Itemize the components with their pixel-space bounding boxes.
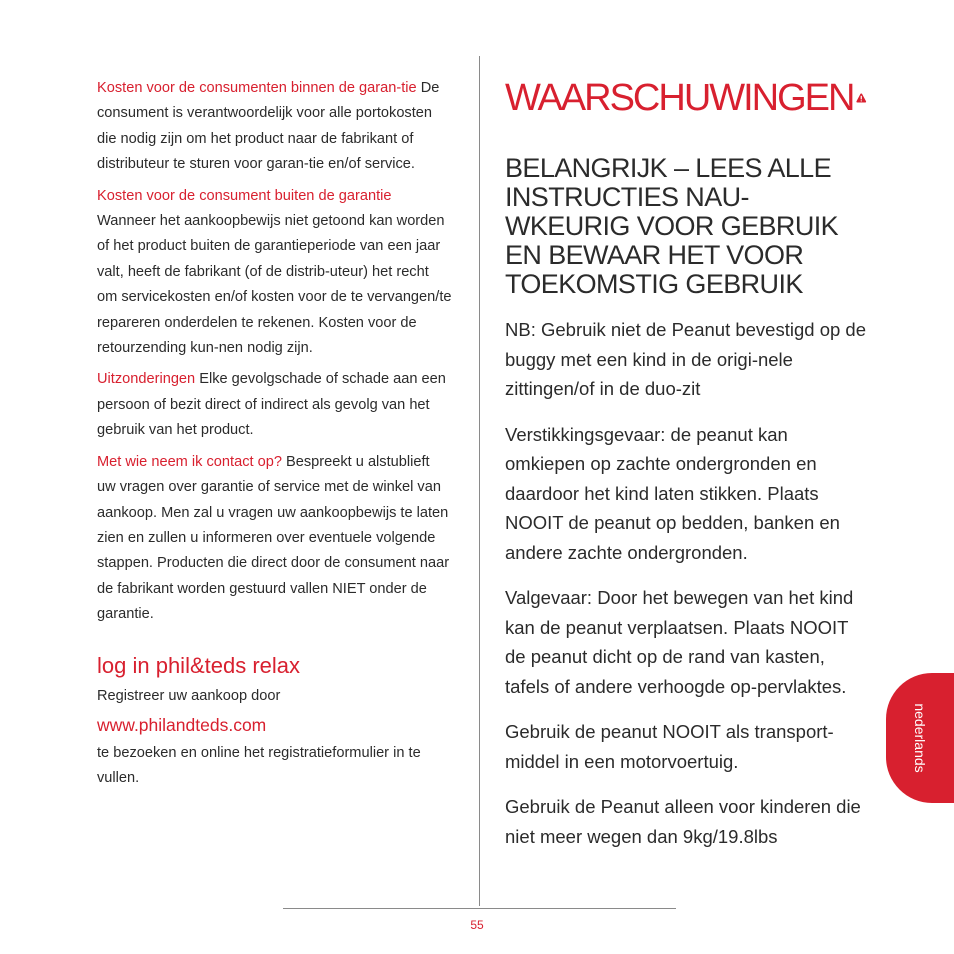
language-tab-label: nederlands bbox=[912, 703, 928, 773]
section-text: Wanneer het aankoopbewijs niet getoond kan worden of het product buiten de garantieperiode van een jaar valt, heeft de fabrikant (of de distrib-uteur) het recht om servicekosten en/of kosten voor de te vervangen/te repareren onderdelen te rekenen. Kosten voor de retourzending kun-nen nodig zijn. bbox=[97, 213, 452, 357]
page-number: 55 bbox=[470, 918, 484, 932]
warning-paragraph: Gebruik de peanut NOOIT als transport-middel in een motorvoertuig. bbox=[505, 721, 834, 772]
language-tab[interactable] bbox=[886, 673, 954, 803]
exceptions bbox=[97, 367, 452, 443]
warnings-heading: WAARSCHUWINGEN bbox=[505, 77, 854, 119]
visit-text: te bezoeken en online het registratieformulier in te vullen. bbox=[97, 744, 421, 786]
warnings-column bbox=[505, 74, 867, 851]
section-text: Bespreekt u alstublieft uw vragen over garantie of service met de winkel van aankoop. Men zal u vragen uw aankoopbewijs te laten zien en zullen u informeren over eventuele volgende stappen. Producten die direct door de consument naar de fabrikant worden gestuurd vallen NIET onder de garantie. bbox=[97, 453, 450, 623]
consumer-costs-in-warranty bbox=[97, 76, 452, 178]
warning-triangle-icon bbox=[856, 78, 867, 118]
column-divider bbox=[479, 56, 480, 906]
section-label: Kosten voor de consument buiten de garantie bbox=[97, 187, 392, 204]
consumer-costs-out-of-warranty bbox=[97, 184, 452, 362]
footer-rule bbox=[283, 908, 676, 909]
register-text: Registreer uw aankoop door bbox=[97, 687, 281, 704]
section-label: Uitzonderingen bbox=[97, 371, 196, 388]
warning-paragraph: Verstikkingsgevaar: de peanut kan omkiepen op zachte ondergronden en daardoor het kind laten stikken. Plaats NOOIT de peanut op bedden, banken en andere zachte ondergronden. bbox=[505, 423, 840, 563]
contact-info bbox=[97, 450, 452, 628]
website-link[interactable]: www.philandteds.com bbox=[97, 714, 267, 735]
warning-paragraph: Valgevaar: Door het bewegen van het kind kan de peanut verplaatsen. Plaats NOOIT de peanut dicht op de rand van kasten, tafels of andere verhoogde op-pervlaktes. bbox=[505, 587, 854, 697]
section-text: De consument is verantwoordelijk voor alle portokosten die nodig zijn om het product naar de fabrikant of distributeur te sturen voor garan-tie en/of service. bbox=[97, 80, 440, 173]
important-notice: BELANGRIJK – LEES ALLE INSTRUCTIES NAU-WKEURIG VOOR GEBRUIK EN BEWAAR HET VOOR TOEKOMSTIG GEBRUIK bbox=[505, 153, 839, 299]
section-label: Met wie neem ik contact op? bbox=[97, 453, 282, 470]
login-title: log in phil&teds relax bbox=[97, 652, 301, 678]
warning-paragraph: Gebruik de Peanut alleen voor kinderen die niet meer wegen dan 9kg/19.8lbs bbox=[505, 796, 861, 847]
section-label: Kosten voor de consumenten binnen de garan-tie bbox=[97, 80, 417, 96]
warning-paragraph: NB: Gebruik niet de Peanut bevestigd op de buggy met een kind in de origi-nele zittingen/of in de duo-zit bbox=[505, 319, 866, 399]
warranty-column bbox=[97, 76, 452, 791]
section-text: Elke gevolgschade of schade aan een persoon of bezit direct of indirect als gevolg van het gebruik van het product. bbox=[97, 371, 446, 439]
warnings-header bbox=[505, 74, 867, 122]
